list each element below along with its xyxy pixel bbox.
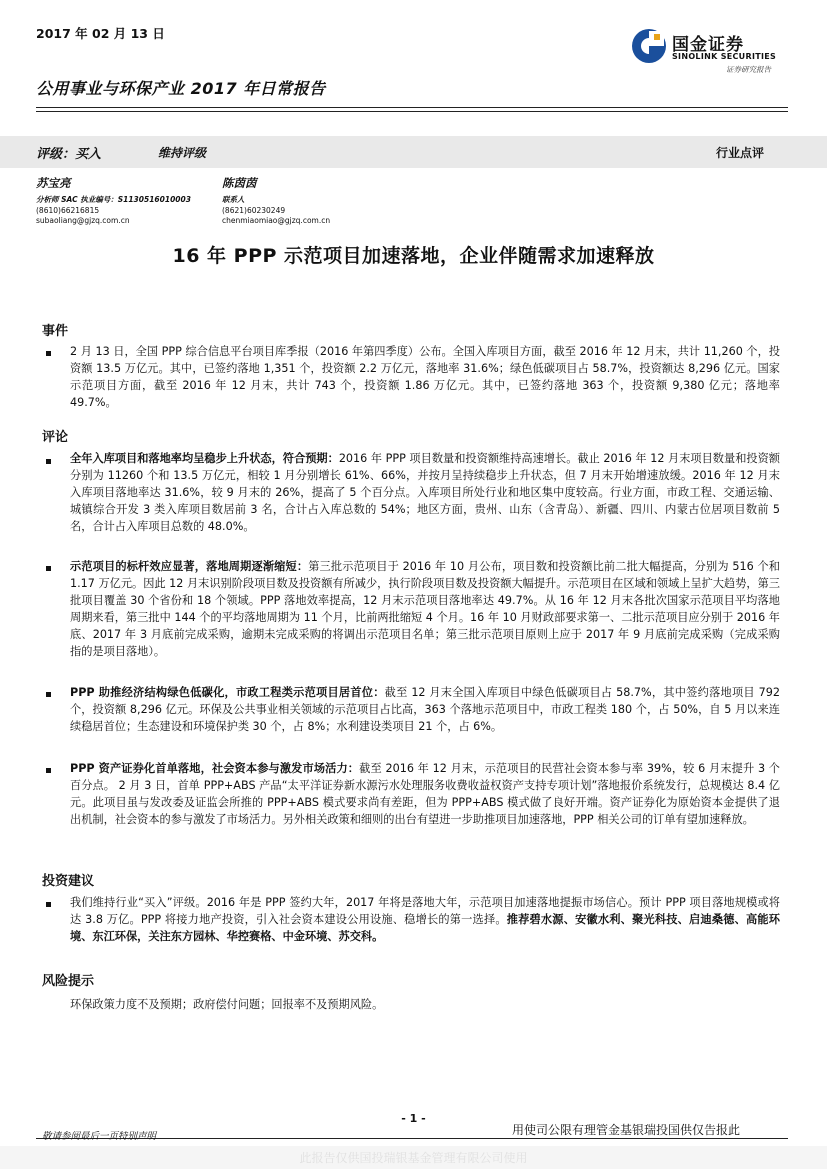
comment-paragraph-3: [70, 685, 780, 736]
contact-role: 联系人: [222, 195, 245, 204]
contact-card: [222, 175, 330, 227]
comment-4-text: 截至 2016 年 12 月末，示范项目的民营社会资本参与率 39%，较 6 月末提升 3 个百分点。 2 月 3 日，首单 PPP+ABS 产品“太平洋证券新水源污水处理服务收费收益权资产支持专项计划”落地报价系统发行，总规模达 8.4 亿元。此项目虽与发改委及证监会所推的 PPP+ABS 模式要求尚有差距，但为 PPP+ABS 模式做了良好开端。资产证券化为原始资本金提供了退出机制，社会资本的参与激发了市场活力。另外相关政策和细则的出台有望进一步助推项目加速落地，PPP 相关公司的订单有望加速释放。: [70, 762, 780, 826]
logo-name-cn: 国金证券: [672, 35, 744, 55]
analyst-phone: (8610)66216815: [36, 205, 100, 215]
analyst-card: [36, 175, 191, 227]
footer-disclaimer: 敬请参阅最后一页特别声明: [42, 1131, 157, 1142]
section-invest-title: 投资建议: [42, 874, 95, 889]
comment-2-lead: 示范项目的标杆效应显著，落地周期逐渐缩短：: [70, 560, 309, 573]
headline: 16 年 PPP 示范项目加速落地，企业伴随需求加速释放: [172, 245, 655, 267]
comment-2-text: 第三批示范项目于 2016 年 10 月公布，项目数和投资额比前二批大幅提高，分别为 516 个和 1.17 万亿元。因此 12 月末识别阶段项目数及投资额有所减少，执行阶段项目数及投资额大幅提升。示范项目在区域和领域上呈扩大趋势，第三批项目覆盖 30 个省份和 18 个领域。PPP 落地效率提高，12 月末示范项目落地率达 49.7%。从 16 年 12 月末各批次国家示范项目平均落地周期来看，第三批中 144 个的平均落地周期为 11 个月，比前两批缩短 4 个月。16 年 10 月财政部要求第一、二批示范项目应分别于 2016 年底、2017 年 3 月底前完成采购，逾期未完成采购的将调出示范项目名单；第三批示范项目原则上应于 2017 年 9 月底前完成采购（完成采购指的是项目落地）。: [70, 560, 780, 658]
logo-name-en: SINOLINK SECURITIES: [672, 52, 777, 61]
report-title: 公用事业与环保产业 2017 年日常报告: [36, 79, 326, 98]
watermark-text: 此报告仅供国投瑞银基金管理有限公司使用: [299, 1151, 528, 1165]
rating-bar: [0, 136, 827, 168]
invest-picks: 推荐碧水源、安徽水利、聚光科技、启迪桑德、高能环境、东江环保，关注东方园林、华控赛格、中金环境、苏交科。: [70, 912, 780, 943]
rating-keep: 维持评级: [158, 146, 207, 160]
comment-paragraph-2: [70, 559, 780, 660]
section-event-title: 事件: [42, 324, 69, 339]
report-date: 2017 年 02 月 13 日: [36, 26, 165, 41]
bullet-icon: [46, 351, 51, 356]
section-risk-title: 风险提示: [42, 974, 95, 989]
sinolink-logo-icon: [630, 27, 668, 65]
event-paragraph: 2 月 13 日，全国 PPP 综合信息平台项目库季报（2016 年第四季度）公布。全国入库项目方面，截至 2016 年 12 月末，共计 11,260 个，投资额 13.5 万亿元。其中，已签约落地 1,351 个，投资额 2.2 万亿元，落地率 31.6%；绿色低碳项目占 58.7%，投资额达 8,296 亿元。国家示范项目方面，截至 2016 年 12 月末，共计 743 个，投资额 1.86 万亿元。其中，已签约落地 363 个，投资额 9,380 亿元；落地率 49.7%。: [70, 345, 780, 409]
contact-name: 陈茵茵: [222, 176, 257, 190]
comment-1-lead: 全年入库项目和落地率均呈稳步上升状态，符合预期：: [70, 452, 339, 465]
analyst-email: subaoliang@gjzq.com.cn: [36, 216, 130, 225]
risk-text: 环保政策力度不及预期；政府偿付问题；回报率不及预期风险。: [70, 998, 384, 1011]
bullet-icon: [46, 692, 51, 697]
comment-paragraph-1: [70, 451, 780, 536]
comment-4-lead: PPP 资产证券化首单落地，社会资本参与激发市场活力：: [70, 762, 360, 775]
comment-1-text: 2016 年 PPP 项目数量和投资额维持高速增长。截止 2016 年 12 月末项目数量和投资额分别为 11260 个和 13.5 万亿元，相较 1 月分别增长 61%、66%，并按月呈持续稳步上升状态，但 7 月末开始增速放缓。2016 年 12 月末入库项目落地率达 31.6%，较 9 月末的 26%，提高了 5 个百分点。入库项目所处行业和地区集中度较高。行业方面，市政工程、交通运输、城镇综合开发 3 类入库项目数居前 3 名，合计占入库总数的 54%；地区方面，贵州、山东（含青岛）、新疆、四川、内蒙古位居项目数前 5 名，合计占入库项目总数的 48.0%。: [70, 452, 780, 533]
section-comment-title: 评论: [42, 430, 69, 445]
invest-text: 我们维持行业“买入”评级。2016 年是 PPP 签约大年，2017 年将是落地大年，示范项目加速落地提振市场信心。预计 PPP 项目落地规模或将达 3.8 万亿。PPP 将接力地产投资，引入社会资本建设公用设施、稳增长的第一选择。: [70, 896, 780, 926]
bullet-icon: [46, 768, 51, 773]
comment-3-lead: PPP 助推经济结构绿色低碳化，市政工程类示范项目居首位：: [70, 686, 385, 699]
page-number: - 1 -: [401, 1112, 426, 1125]
footer-license-text: 用使司公限有理管金基银瑞投国供仅告报此: [512, 1123, 741, 1137]
analyst-sac-id: 分析师 SAC 执业编号：S1130516010003: [36, 195, 191, 204]
bullet-icon: [46, 566, 51, 571]
bullet-icon: [46, 459, 51, 464]
contact-phone: (8621)60230249: [222, 205, 286, 215]
rating-label: 评级：买入: [36, 147, 102, 162]
comment-paragraph-4: [70, 761, 780, 829]
report-type: 行业点评: [716, 146, 765, 160]
header-rule: [36, 107, 788, 108]
contact-email: chenmiaomiao@gjzq.com.cn: [222, 216, 331, 225]
analyst-name: 苏宝亮: [36, 176, 71, 190]
invest-paragraph: [70, 895, 780, 946]
logo-subtitle: 证券研究报告: [726, 65, 771, 74]
bullet-icon: [46, 902, 51, 907]
comment-3-text: 截至 12 月末全国入库项目中绿色低碳项目占 58.7%，其中签约落地项目 792 个，投资额 8,296 亿元。环保及公共事业相关领域的示范项目占比高，363 个落地示范项目中，市政工程类 180 个，占 50%，自 5 月以来连续稳居首位；生态建设和环境保护类 30 个，占 8%；水利建设类项目 21 个，占 6%。: [70, 686, 780, 733]
header-rule-thin: [36, 111, 788, 112]
